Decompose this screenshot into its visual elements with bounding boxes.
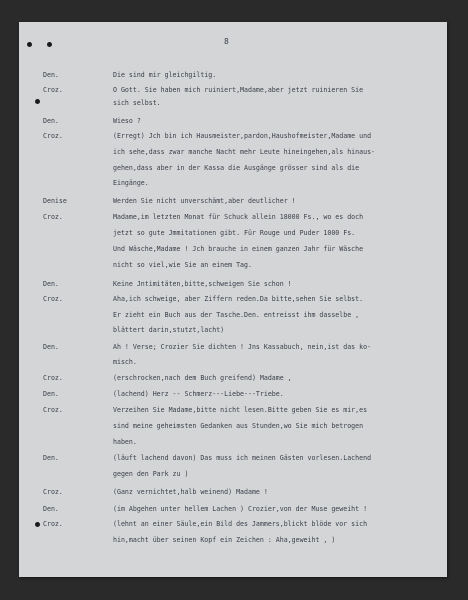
dialogue-line [19,195,447,207]
dialogue-line [19,97,447,109]
dialogue-text: blättert darin,stutzt,lacht) [113,326,225,334]
dialogue-line [19,278,447,290]
dialogue-text: Werden Sie nicht unverschämt,aber deutlicher ! [113,197,296,205]
dialogue-text: Eingänge. [113,179,149,187]
punch-hole [47,42,52,47]
dialogue-text: Madame,im letzten Monat für Schuck allein 18000 Fs., wo es doch [113,213,364,221]
dialogue-text: O Gott. Sie haben mich ruiniert,Madame,aber jetzt ruinieren Sie [113,86,364,94]
dialogue-text: haben. [113,438,137,446]
dialogue-line [19,293,447,305]
dialogue-text: Er zieht ein Buch aus der Tasche.Den. entreisst ihm dasselbe , [113,311,360,319]
dialogue-line [19,356,447,368]
dialogue-line [19,309,447,321]
dialogue-line [19,177,447,189]
dialogue-text: Die sind mir gleichgiltig. [113,71,217,79]
typescript-page [19,22,447,577]
dialogue-text: sich selbst. [113,99,161,107]
speaker-label: Den. [43,390,59,398]
speaker-label: Croz. [43,520,63,528]
dialogue-line [19,324,447,336]
dialogue-line [19,115,447,127]
dialogue-text: misch. [113,358,137,366]
dialogue-text: (lachend) Herz -- Schmerz---Liebe---Triebe. [113,390,284,398]
speaker-label: Croz. [43,213,63,221]
speaker-label: Den. [43,117,59,125]
dialogue-line [19,243,447,255]
dialogue-line [19,69,447,81]
dialogue-line [19,84,447,96]
dialogue-text: (lehnt an einer Säule,ein Bild des Jammers,blickt blöde vor sich [113,520,368,528]
dialogue-text: (erschrocken,nach dem Buch greifend) Madame , [113,374,292,382]
speaker-label: Denise [43,197,67,205]
speaker-label: Den. [43,280,59,288]
speaker-label: Croz. [43,295,63,303]
dialogue-line [19,388,447,400]
dialogue-text: Wieso ? [113,117,141,125]
dialogue-line [19,146,447,158]
dialogue-text: (Erregt) Jch bin ich Hausmeister,pardon,Haushofmeister,Madame und [113,132,372,140]
dialogue-text: Ah ! Verse; Crozier Sie dichten ! Jns Kassabuch, nein,ist das ko- [113,343,372,351]
dialogue-text: nicht so viel,wie Sie an einem Tag. [113,261,252,269]
dialogue-line [19,162,447,174]
dialogue-text: (im Abgehen unter hellem Lachen ) Crozier,von der Muse geweiht ! [113,505,368,513]
speaker-label: Croz. [43,488,63,496]
dialogue-text: (läuft lachend davon) Das muss ich meinen Gästen vorlesen.Lachend [113,454,372,462]
dialogue-line [19,534,447,546]
speaker-label: Croz. [43,374,63,382]
dialogue-text: jetzt so gute Jmmitationen gibt. Für Rouge und Puder 1000 Fs. [113,229,356,237]
speaker-label: Den. [43,343,59,351]
page-number: 8 [224,37,229,46]
dialogue-text: gegen den Park zu ) [113,470,189,478]
dialogue-text: Verzeihen Sie Madame,bitte nicht lesen.Bitte geben Sie es mir,es [113,406,368,414]
speaker-label: Croz. [43,132,63,140]
dialogue-text: Und Wäsche,Madame ! Jch brauche in einem ganzen Jahr für Wäsche [113,245,364,253]
speaker-label: Den. [43,71,59,79]
dialogue-text: gehen,dass aber in der Kassa die Ausgänge grösser sind als die [113,164,360,172]
dialogue-line [19,259,447,271]
dialogue-line [19,404,447,416]
dialogue-line [19,503,447,515]
speaker-label: Croz. [43,406,63,414]
dialogue-line [19,518,447,530]
dialogue-line [19,436,447,448]
dialogue-text: sind meine geheimsten Gedanken aus Stunden,wo Sie mich betrogen [113,422,364,430]
dialogue-text: (Ganz vernichtet,halb weinend) Madame ! [113,488,268,496]
dialogue-line [19,372,447,384]
dialogue-line [19,452,447,464]
speaker-label: Croz. [43,86,63,94]
dialogue-text: hin,macht über seinen Kopf ein Zeichen : Aha,geweiht , ) [113,536,336,544]
dialogue-line [19,341,447,353]
dialogue-line [19,420,447,432]
dialogue-line [19,130,447,142]
punch-hole [27,42,32,47]
dialogue-text: Keine Jntimitäten,bitte,schweigen Sie schon ! [113,280,292,288]
dialogue-text: Aha,ich schweige, aber Ziffern reden.Da bitte,sehen Sie selbst. [113,295,364,303]
dialogue-text: ich sehe,dass zwar manche Nacht mehr Leute hineingehen,als hinaus- [113,148,376,156]
speaker-label: Den. [43,454,59,462]
dialogue-line [19,468,447,480]
speaker-label: Den. [43,505,59,513]
dialogue-line [19,486,447,498]
dialogue-line [19,227,447,239]
dialogue-line [19,211,447,223]
